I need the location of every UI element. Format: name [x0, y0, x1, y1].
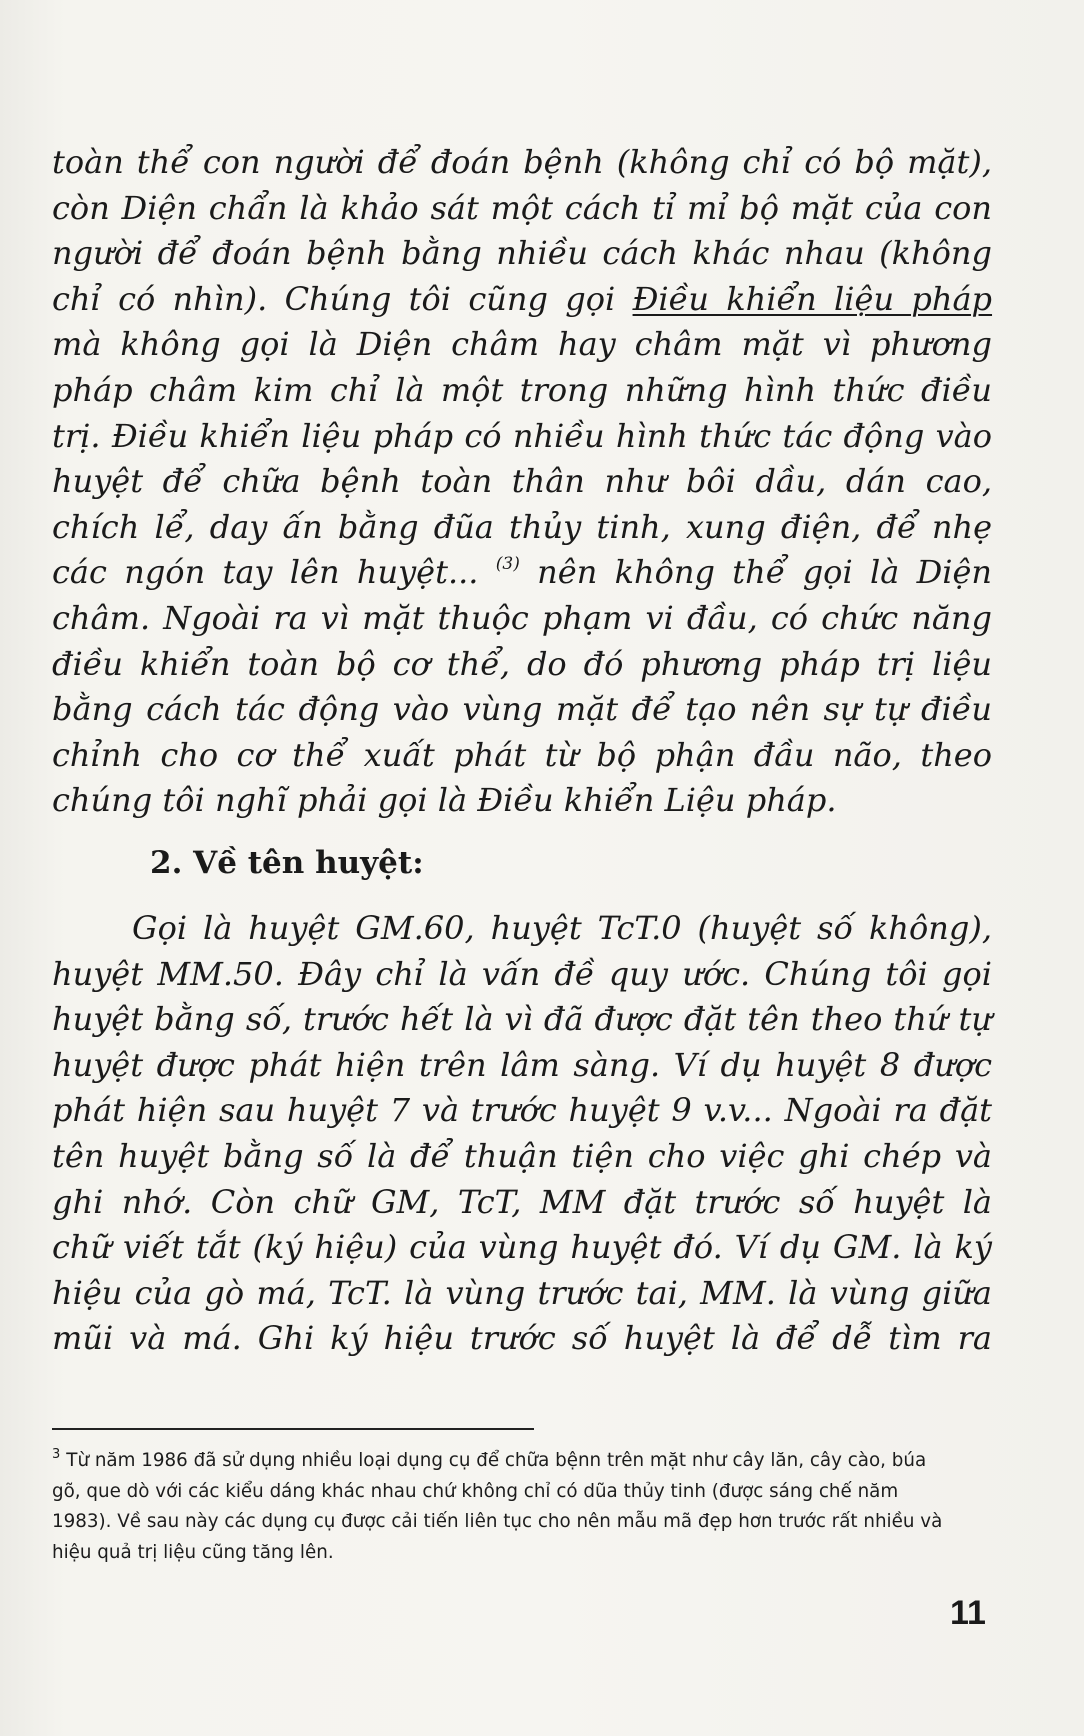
text-line: pháp châm kim chỉ là một trong những hình thức điều [52, 370, 992, 409]
text-line: huyệt được phát hiện trên lâm sàng. Ví dụ huyệt 8 được [52, 1045, 992, 1084]
text-line: huyệt để chữa bệnh toàn thân như bôi dầu, dán cao, [52, 462, 992, 501]
footnote-line [52, 1446, 992, 1477]
text-line: còn Diện chẩn là khảo sát một cách tỉ mỉ bộ mặt của con [52, 188, 992, 227]
text-line-with-term [52, 277, 992, 323]
footnote-line: gõ, que dò với các kiểu dáng khác nhau chứ không chỉ có dũa thủy tinh (được sáng chế năm [52, 1480, 899, 1502]
text-segment: nên không thể gọi là Diện [537, 553, 993, 592]
text-line: huyệt MM.50. Đây chỉ là vấn đề quy ước. Chúng tôi gọi [52, 954, 992, 993]
underlined-term: Điều khiển liệu pháp [632, 279, 993, 318]
text-line: bằng cách tác động vào vùng mặt để tạo nên sự tự điều [52, 690, 992, 729]
footnote-divider [52, 1428, 534, 1430]
text-line: huyệt bằng số, trước hết là vì đã được đặt tên theo thứ tự [52, 1000, 992, 1039]
text-line: tên huyệt bằng số là để thuận tiện cho việc ghi chép và [52, 1136, 992, 1175]
text-line: Gọi là huyệt GM.60, huyệt TcT.0 (huyệt số không), [132, 909, 992, 947]
text-line: điều khiển toàn bộ cơ thể, do đó phương pháp trị liệu [52, 644, 992, 683]
text-line: hiệu của gò má, TcT. là vùng trước tai, MM. là vùng giữa [52, 1273, 992, 1312]
footnote-line: hiệu quả trị liệu cũng tăng lên. [52, 1541, 334, 1563]
text-line: châm. Ngoài ra vì mặt thuộc phạm vi đầu, có chức năng [52, 598, 992, 637]
text-line: ghi nhớ. Còn chữ GM, TcT, MM đặt trước số huyệt là [52, 1182, 992, 1221]
text-line: người để đoán bệnh bằng nhiều cách khác nhau (không [52, 234, 992, 273]
text-line: mũi và má. Ghi ký hiệu trước số huyệt là để dễ tìm ra [52, 1319, 992, 1358]
text-line: trị. Điều khiển liệu pháp có nhiều hình thức tác động vào [52, 416, 992, 455]
text-line: chỉnh cho cơ thể xuất phát từ bộ phận đầu não, theo [52, 735, 992, 774]
text-line: chúng tôi nghĩ phải gọi là Điều khiển Liệu pháp. [52, 781, 837, 820]
text-segment: các ngón tay lên huyệt... [52, 553, 479, 592]
footnote-line: 1983). Về sau này các dụng cụ được cải tiến liên tục cho nên mẫu mã đẹp hơn trước rất nhiều và [52, 1511, 943, 1532]
text-line-with-footnote-ref [52, 550, 992, 596]
paragraph-1 [52, 140, 992, 824]
footnote-reference: (3) [495, 554, 520, 575]
footnote-text: Từ năm 1986 đã sử dụng nhiều loại dụng cụ để chữa bệnn trên mặt như cây lăn, cây cào, búa [66, 1450, 927, 1471]
text-line: toàn thể con người để đoán bệnh (không chỉ có bộ mặt), [52, 143, 992, 181]
text-line: phát hiện sau huyệt 7 và trước huyệt 9 v.v... Ngoài ra đặt [52, 1091, 992, 1130]
section-heading: 2. Về tên huyệt: [150, 845, 424, 881]
text-line: chích lể, day ấn bằng đũa thủy tinh, xung điện, để nhẹ [52, 507, 992, 546]
text-segment: chỉ có nhìn). Chúng tôi cũng gọi [52, 279, 616, 318]
footnote-mark: 3 [52, 1447, 61, 1462]
footnote [52, 1446, 992, 1568]
text-line: chữ viết tắt (ký hiệu) của vùng huyệt đó. Ví dụ GM. là ký [52, 1228, 992, 1267]
page-number: 11 [950, 1594, 986, 1632]
paragraph-2 [52, 906, 992, 1362]
text-line: mà không gọi là Diện châm hay châm mặt vì phương [52, 325, 992, 364]
